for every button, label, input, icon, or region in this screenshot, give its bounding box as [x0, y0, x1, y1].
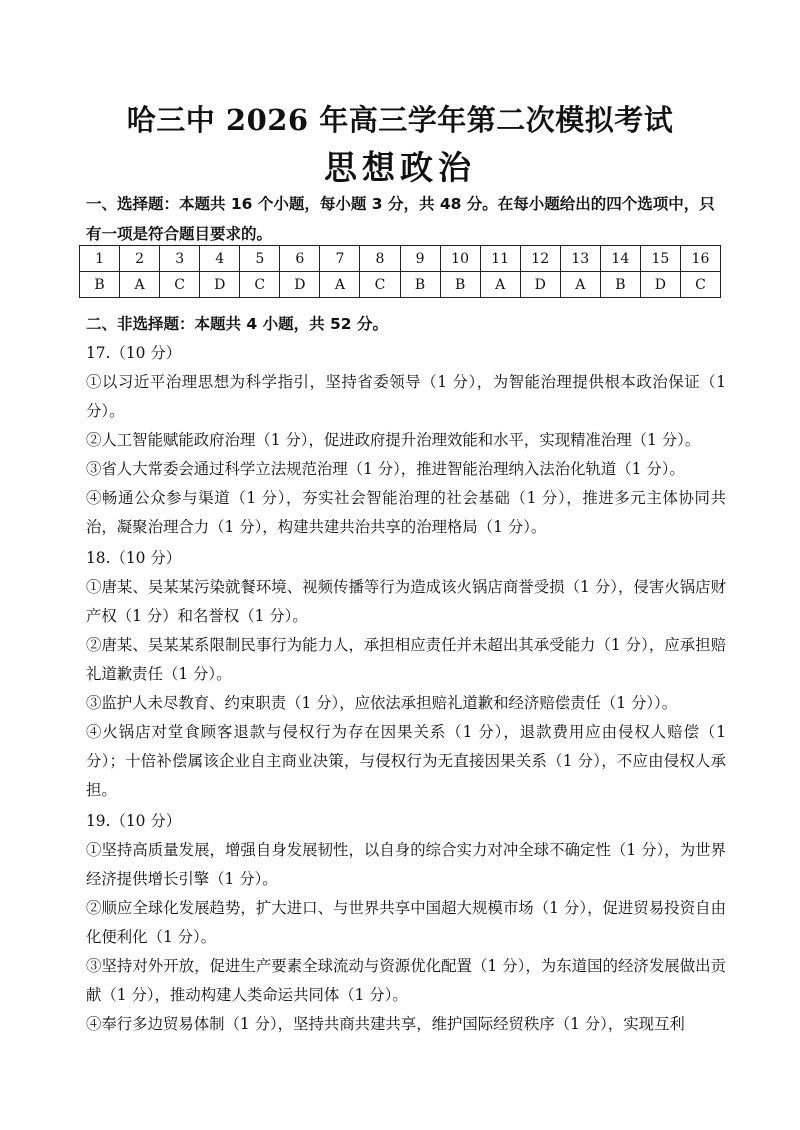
page-title: 哈三中 2026 年高三学年第二次模拟考试 — [126, 103, 674, 137]
question-number-cell: 2 — [120, 246, 160, 272]
question-number-cell: 9 — [400, 246, 440, 272]
answer-cell: C — [360, 272, 400, 298]
question-heading: 17.（10 分） — [86, 344, 182, 362]
question-number-cell: 14 — [600, 246, 640, 272]
question-number-cell: 10 — [440, 246, 480, 272]
question-number-cell: 16 — [680, 246, 720, 272]
answer-cell: D — [280, 272, 320, 298]
answer-cell: B — [440, 272, 480, 298]
question-heading: 19.（10 分） — [86, 812, 182, 830]
question-number-cell: 8 — [360, 246, 400, 272]
question-number-cell: 12 — [520, 246, 560, 272]
answer-point: ③省人大常委会通过科学立法规范治理（1 分），推进智能治理纳入法治化轨道（1 分）。 — [86, 460, 685, 478]
question-number-cell: 7 — [320, 246, 360, 272]
answer-point: ④畅通公众参与渠道（1 分），夯实社会智能治理的社会基础（1 分），推进多元主体协同共治，凝聚治理合力（1 分），构建共建共治共享的治理格局（1 分）。 — [86, 489, 726, 536]
answer-point: ③监护人未尽教育、约束职责（1 分），应依法承担赔礼道歉和经济赔偿责任（1 分））。 — [86, 694, 678, 712]
answer-table — [79, 245, 721, 298]
answer-cell: B — [80, 272, 120, 298]
answer-cell: C — [160, 272, 200, 298]
answer-point: ④火锅店对堂食顾客退款与侵权行为存在因果关系（1 分），退款费用应由侵权人赔偿（1 分）；十倍补偿属该企业自主商业决策，与侵权行为无直接因果关系（1 分），不应由侵权人承担。 — [86, 723, 726, 799]
question-number-cell: 15 — [640, 246, 680, 272]
answer-cell: B — [600, 272, 640, 298]
answer-cell: D — [200, 272, 240, 298]
answer-point: ②人工智能赋能政府治理（1 分），促进政府提升治理效能和水平，实现精准治理（1 分）。 — [86, 431, 701, 449]
answer-cell: A — [560, 272, 600, 298]
answer-cell: D — [520, 272, 560, 298]
question-number-row — [80, 246, 721, 272]
answer-cell: D — [640, 272, 680, 298]
answers-body — [86, 337, 726, 1039]
answer-cell: C — [680, 272, 720, 298]
answer-cell: A — [480, 272, 520, 298]
answer-cell: A — [320, 272, 360, 298]
question-number-cell: 13 — [560, 246, 600, 272]
question-heading: 18.（10 分） — [86, 549, 182, 567]
question-number-cell: 5 — [240, 246, 280, 272]
question-number-cell: 6 — [280, 246, 320, 272]
answer-cell: B — [400, 272, 440, 298]
answer-cell: C — [240, 272, 280, 298]
question-number-cell: 11 — [480, 246, 520, 272]
question-number-cell: 3 — [160, 246, 200, 272]
answer-point: ①以习近平治理思想为科学指引，坚持省委领导（1 分），为智能治理提供根本政治保证（1 分）。 — [86, 373, 726, 420]
answer-point: ①坚持高质量发展，增强自身发展韧性，以自身的综合实力对冲全球不确定性（1 分），为世界经济提供增长引擎（1 分）。 — [86, 841, 726, 888]
question-number-cell: 1 — [80, 246, 120, 272]
answer-point: ②唐某、吴某某系限制民事行为能力人，承担相应责任并未超出其承受能力（1 分），应承担赔礼道歉责任（1 分）。 — [86, 636, 726, 683]
answer-point: ①唐某、吴某某污染就餐环境、视频传播等行为造成该火锅店商誉受损（1 分），侵害火锅店财产权（1 分）和名誉权（1 分）。 — [86, 578, 726, 625]
answer-point: ②顺应全球化发展趋势，扩大进口、与世界共享中国超大规模市场（1 分），促进贸易投资自由化便利化（1 分）。 — [86, 899, 726, 946]
subject-title: 思想政治 — [324, 148, 476, 187]
answer-cell: A — [120, 272, 160, 298]
answer-point: ③坚持对外开放，促进生产要素全球流动与资源优化配置（1 分），为东道国的经济发展做出贡献（1 分），推动构建人类命运共同体（1 分）。 — [86, 957, 726, 1004]
question-number-cell: 4 — [200, 246, 240, 272]
section-two-heading: 二、非选择题：本题共 4 小题，共 52 分。 — [86, 315, 388, 333]
section-one-heading: 一、选择题：本题共 16 个小题，每小题 3 分，共 48 分。在每小题给出的四个选项中，只有一项是符合题目要求的。 — [86, 195, 715, 243]
answer-row — [80, 272, 721, 298]
answer-point: ④奉行多边贸易体制（1 分），坚持共商共建共享，维护国际经贸秩序（1 分），实现互利 — [86, 1015, 685, 1033]
